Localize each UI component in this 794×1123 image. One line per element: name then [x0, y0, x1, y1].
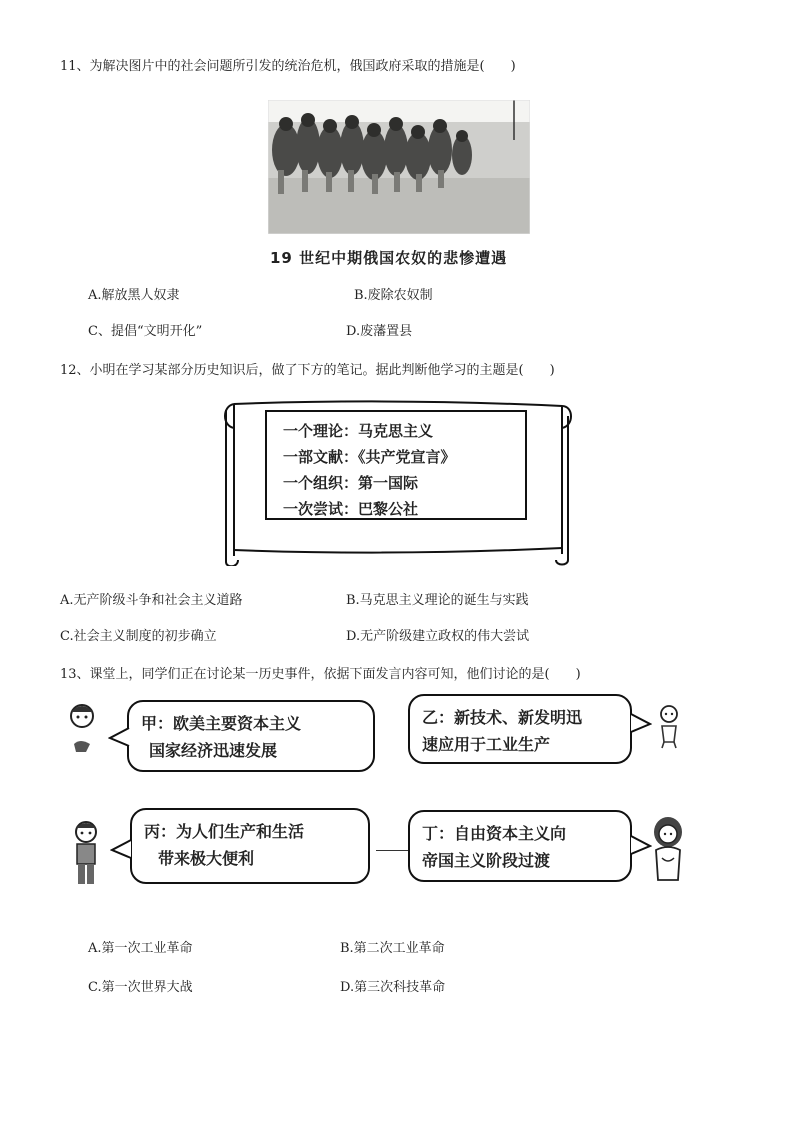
q12-option-a[interactable]: A.无产阶级斗争和社会主义道路 — [60, 593, 243, 608]
student-jia-figure — [64, 700, 100, 764]
q13-option-c[interactable]: C.第一次世界大战 — [88, 980, 193, 995]
q11-option-a[interactable]: A.解放黑人奴隶 — [88, 288, 180, 303]
q12-option-b[interactable]: B.马克思主义理论的诞生与实践 — [346, 593, 529, 608]
bubble-bing — [130, 808, 370, 884]
notes-box — [265, 410, 527, 520]
question-12-stem: 12、小明在学习某部分历史知识后，做了下方的笔记。据此判断他学习的主题是( ) — [60, 363, 555, 378]
question-13-stem: 13、课堂上，同学们正在讨论某一历史事件，依据下面发言内容可知，他们讨论的是( ) — [60, 667, 581, 682]
q12-option-d[interactable]: D.无产阶级建立政权的伟大尝试 — [346, 629, 530, 644]
bubble-ding-tail — [628, 834, 652, 858]
student-ding-figure — [648, 814, 688, 890]
note-line-4: 一次尝试：巴黎公社 — [283, 500, 419, 518]
bubble-yi-line-1: 乙：新技术、新发明迅 — [422, 708, 583, 727]
student-yi-figure — [654, 702, 684, 754]
connector-line — [376, 850, 408, 851]
q12-option-c[interactable]: C.社会主义制度的初步确立 — [60, 629, 217, 644]
bubble-ding — [408, 810, 632, 882]
bubble-jia-line-2: 国家经济迅速发展 — [149, 741, 278, 760]
bubble-jia — [127, 700, 375, 772]
photo-caption: 19 世纪中期俄国农奴的悲惨遭遇 — [270, 249, 508, 267]
bubble-yi-tail — [628, 712, 652, 736]
q11-option-c[interactable]: C、提倡“文明开化” — [88, 324, 203, 339]
bubble-yi-line-2: 速应用于工业生产 — [422, 735, 551, 754]
student-bing-figure — [68, 818, 104, 892]
bubble-bing-tail — [110, 838, 134, 862]
bubble-bing-line-2: 带来极大便利 — [158, 849, 255, 868]
q13-option-d[interactable]: D.第三次科技革命 — [340, 980, 446, 995]
bubble-yi — [408, 694, 632, 764]
serfs-photo — [268, 100, 530, 234]
note-line-2: 一部文献：《共产党宣言》 — [283, 448, 456, 466]
note-line-3: 一个组织：第一国际 — [283, 474, 419, 492]
q11-option-b[interactable]: B.废除农奴制 — [354, 288, 433, 303]
q13-option-b[interactable]: B.第二次工业革命 — [340, 941, 445, 956]
note-line-1: 一个理论：马克思主义 — [283, 422, 434, 440]
q11-option-d[interactable]: D.废藩置县 — [346, 324, 413, 339]
bubble-jia-tail — [108, 726, 132, 750]
bubble-ding-line-2: 帝国主义阶段过渡 — [422, 851, 551, 870]
question-11-stem: 11、为解决图片中的社会问题所引发的统治危机，俄国政府采取的措施是( ) — [60, 59, 516, 74]
q13-option-a[interactable]: A.第一次工业革命 — [88, 941, 193, 956]
bubble-ding-line-1: 丁：自由资本主义向 — [422, 824, 567, 843]
bubble-jia-line-1: 甲：欧美主要资本主义 — [141, 714, 302, 733]
bubble-bing-line-1: 丙：为人们生产和生活 — [144, 822, 305, 841]
